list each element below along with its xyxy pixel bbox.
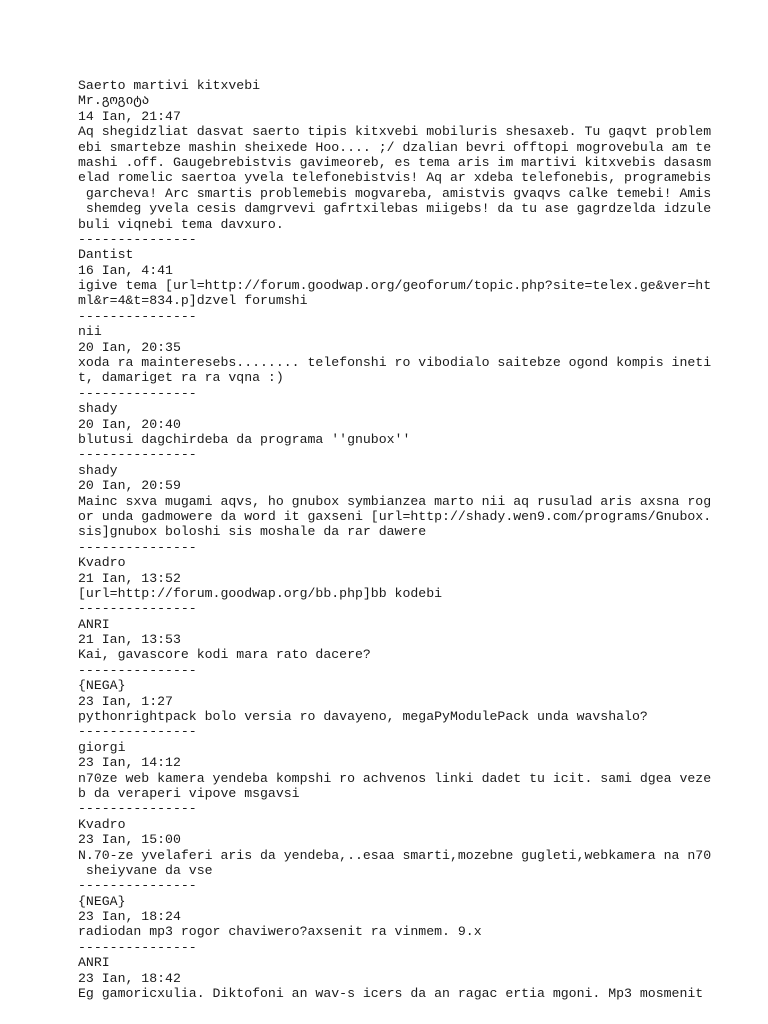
post-author: ANRI (78, 616, 110, 632)
forum-post (78, 463, 718, 555)
post-body-line: b da veraperi vipove msgavsi (78, 785, 300, 801)
post-list (78, 93, 718, 1001)
post-date: 20 Ian, 20:59 (78, 478, 181, 494)
post-body-line: xoda ra mainteresebs........ telefonshi ro vibodialo saitebze ogond kompis ineti (78, 355, 712, 371)
post-date: 23 Ian, 1:27 (78, 693, 173, 709)
post-body-line: blutusi dagchirdeba da programa ''gnubox'' (78, 431, 411, 447)
forum-post (78, 678, 718, 740)
post-date: 23 Ian, 15:00 (78, 832, 181, 848)
post-separator: --------------- (78, 447, 197, 463)
post-date: 14 Ian, 21:47 (78, 108, 181, 124)
post-body-line: N.70-ze yvelaferi aris da yendeba,..esaa smarti,mozebne gugleti,webkamera na n70 (78, 847, 712, 863)
post-author: shady (78, 401, 118, 417)
forum-post (78, 955, 718, 1001)
forum-post (78, 740, 718, 817)
forum-post (78, 817, 718, 894)
post-separator: --------------- (78, 801, 197, 817)
post-author: giorgi (78, 739, 126, 755)
post-author: Kvadro (78, 555, 126, 571)
post-author: nii (78, 324, 102, 340)
post-date: 23 Ian, 18:42 (78, 970, 181, 986)
post-separator: --------------- (78, 308, 197, 324)
post-date: 21 Ian, 13:53 (78, 632, 181, 648)
post-separator: --------------- (78, 539, 197, 555)
forum-post (78, 93, 718, 247)
post-body-line: shemdeg yvela cesis damgrvevi gafrtxilebas miigebs! da tu ase gagrdzelda idzule (78, 201, 712, 217)
post-body-line: sheiyvane da vse (78, 862, 213, 878)
post-body-line: n70ze web kamera yendeba kompshi ro achvenos linki dadet tu icit. sami dgea veze (78, 770, 712, 786)
post-date: 20 Ian, 20:40 (78, 416, 181, 432)
post-body-line: igive tema [url=http://forum.goodwap.org/geoforum/topic.php?site=telex.ge&ver=ht (78, 278, 712, 294)
post-date: 20 Ian, 20:35 (78, 339, 181, 355)
post-separator: --------------- (78, 878, 197, 894)
post-body-line: elad romelic saertoa yvela telefonebistvis! Aq ar xdeba telefonebis, programebis (78, 170, 712, 186)
thread-title: Saerto martivi kitxvebi (78, 78, 261, 93)
post-separator: --------------- (78, 385, 197, 401)
forum-post (78, 247, 718, 324)
post-body-line: ebi smartebze mashin sheixede Hoo.... ;/ dzalian bevri offtopi mogrovebula am te (78, 139, 712, 155)
post-body-line: ml&r=4&t=834.p]dzvel forumshi (78, 293, 308, 309)
forum-post (78, 894, 718, 956)
forum-post (78, 324, 718, 401)
post-body-line: t, damariget ra ra vqna :) (78, 370, 284, 386)
post-body-line: garcheva! Arc smartis problemebis mogvareba, amistvis gvaqvs calke temebi! Amis (78, 185, 712, 201)
post-author: Mr.გოგიტა (78, 93, 150, 109)
post-body-line: radiodan mp3 rogor chaviwero?axsenit ra vinmem. 9.x (78, 924, 482, 940)
post-date: 21 Ian, 13:52 (78, 570, 181, 586)
post-author: shady (78, 462, 118, 478)
post-date: 23 Ian, 18:24 (78, 909, 181, 925)
post-separator: --------------- (78, 724, 197, 740)
post-body-line: Mainc sxva mugami aqvs, ho gnubox symbianzea marto nii aq rusulad aris axsna rog (78, 493, 712, 509)
post-separator: --------------- (78, 939, 197, 955)
post-author: ANRI (78, 955, 110, 971)
post-body-line: sis]gnubox boloshi sis moshale da rar dawere (78, 524, 427, 540)
post-author: Dantist (78, 247, 134, 263)
post-body-line: Kai, gavascore kodi mara rato dacere? (78, 647, 371, 663)
post-author: {NEGA} (78, 678, 126, 694)
post-separator: --------------- (78, 231, 197, 247)
post-separator: --------------- (78, 601, 197, 617)
post-body-line: Aq shegidzliat dasvat saerto tipis kitxvebi mobiluris shesaxeb. Tu gaqvt problem (78, 124, 712, 140)
post-body-line: buli viqnebi tema davxuro. (78, 216, 284, 232)
post-body-line: mashi .off. Gaugebrebistvis gavimeoreb, es tema aris im martivi kitxvebis dasasm (78, 154, 712, 170)
forum-thread-document (78, 78, 718, 1001)
post-separator: --------------- (78, 662, 197, 678)
post-date: 16 Ian, 4:41 (78, 262, 173, 278)
post-author: {NEGA} (78, 893, 126, 909)
forum-post (78, 617, 718, 679)
post-date: 23 Ian, 14:12 (78, 755, 181, 771)
forum-post (78, 401, 718, 463)
post-body-line: or unda gadmowere da word it gaxseni [url=http://shady.wen9.com/programs/Gnubox. (78, 508, 712, 524)
post-body-line: Eg gamoricxulia. Diktofoni an wav-s icers da an ragac ertia mgoni. Mp3 mosmenit (78, 986, 704, 1002)
post-body-line: [url=http://forum.goodwap.org/bb.php]bb kodebi (78, 585, 443, 601)
forum-post (78, 555, 718, 617)
post-body-line: pythonrightpack bolo versia ro davayeno, megaPyModulePack unda wavshalo? (78, 709, 648, 725)
post-author: Kvadro (78, 816, 126, 832)
